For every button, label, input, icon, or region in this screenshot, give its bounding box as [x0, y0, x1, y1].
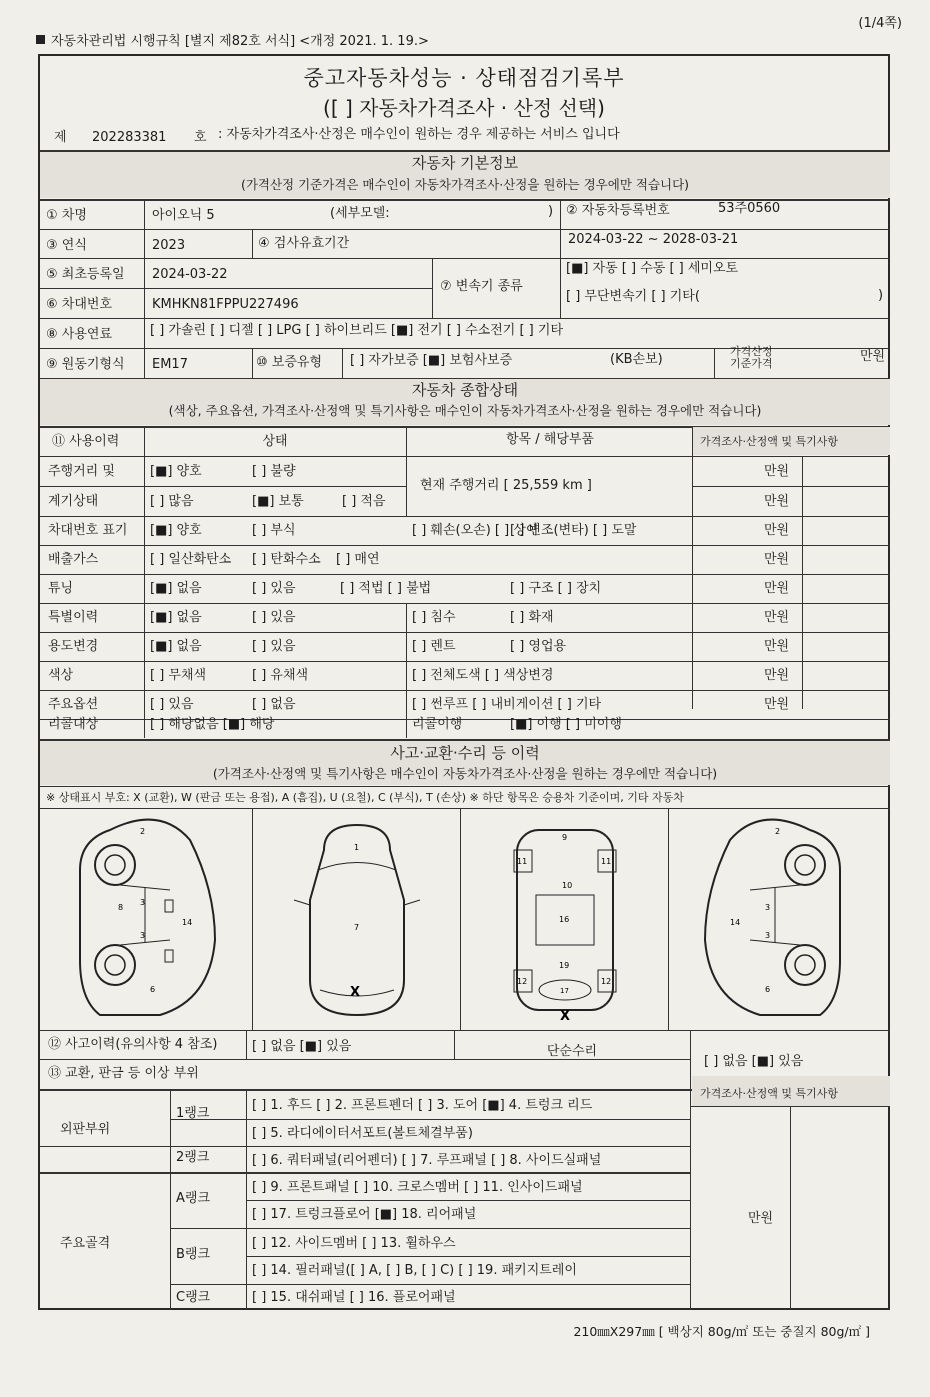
usage-row-status-2: [ ] 유채색 [252, 668, 309, 683]
usage-row-status-2: [ ] 탄화수소 [252, 552, 321, 567]
svg-text:6: 6 [150, 985, 156, 994]
part-row-5: [ ] 17. 트렁크플로어 [■] 18. 리어패널 [252, 1207, 477, 1222]
usage-row-status-1: [■] 없음 [150, 581, 202, 596]
svg-text:3: 3 [140, 931, 146, 940]
usage-row-status-1: [ ] 해당없음 [■] 해당 [150, 717, 275, 732]
usage-row-item-1: [ ] 훼손(오손) [ ] 상이 [412, 523, 539, 538]
usage-row-status-2: [ ] 부식 [252, 523, 296, 538]
usage-row-item-1: [ ] 침수 [412, 610, 456, 625]
svg-text:11: 11 [601, 857, 612, 866]
car-right-side-diagram [670, 810, 888, 1028]
svg-text:12: 12 [517, 977, 528, 986]
accident-history-label: ⑫ 사고이력(유의사항 4 참조) [48, 1037, 218, 1052]
usage-row-status-2: [ ] 있음 [252, 581, 296, 596]
svg-text:16: 16 [559, 915, 570, 924]
accident-history-options: [ ] 없음 [■] 있음 [252, 1039, 352, 1054]
price-unit: 만원 [764, 523, 790, 538]
usage-row-status-2: [ ] 있음 [252, 639, 296, 654]
diagram-mark-x-rear: X [560, 1009, 571, 1024]
regulation-text: 자동차관리법 시행규칙 [별지 제82호 서식] <개정 2021. 1. 19.> [51, 34, 429, 49]
diagram-mark-x: X [350, 985, 361, 1000]
svg-text:11: 11 [517, 857, 528, 866]
usage-row-label: 계기상태 [48, 494, 99, 509]
exchange-price-col: 가격조사·산정액 및 특기사항 [700, 1087, 839, 1100]
inspection-period-label: ④ 검사유효기간 [258, 236, 350, 251]
usage-row-item-2: [ ] 구조 [ ] 장치 [510, 581, 602, 596]
usage-row-status-2: [ ] 있음 [252, 610, 296, 625]
usage-row-status-1: [ ] 많음 [150, 494, 194, 509]
reg-no-label: ② 자동차등록번호 [566, 203, 670, 218]
base-price-unit: 만원 [860, 349, 886, 364]
basic-info-note: (가격산정 기준가격은 매수인이 자동차가격조사·산정을 원하는 경우에만 적습니다) [240, 177, 690, 192]
usage-row-item-1: [ ] 적음 [342, 494, 386, 509]
exchange-label: ⑬ 교환, 판금 등 이상 부위 [48, 1066, 199, 1081]
frame-group: 주요골격 [60, 1236, 111, 1251]
svg-text:6: 6 [765, 985, 771, 994]
usage-row-status-2: [ ] 없음 [252, 697, 296, 712]
fuel-options: [ ] 가솔린 [ ] 디젤 [ ] LPG [ ] 하이브리드 [■] 전기 [ ] 수소전기 [ ] 기타 [150, 323, 564, 338]
price-unit: 만원 [764, 668, 790, 683]
usage-row-item-1: [ ] 적법 [ ] 불법 [340, 581, 432, 596]
overall-heading: 자동차 종합상태 [411, 381, 519, 399]
usage-row-item-1: [ ] 렌트 [412, 639, 456, 654]
usage-row-item-2: [ ] 화재 [510, 610, 554, 625]
rank-b: B랭크 [176, 1247, 211, 1262]
usage-row-label: 색상 [48, 668, 74, 683]
overall-note: (색상, 주요옵션, 가격조사·산정액 및 특기사항은 매수인이 자동차가격조사·산정을 원하는 경우에만 적습니다) [168, 403, 762, 418]
col-price: 가격조사·산정액 및 특기사항 [700, 435, 839, 448]
svg-text:9: 9 [562, 833, 568, 842]
usage-row-label: 주요옵션 [48, 697, 99, 712]
base-price-label-2: 기준가격 [730, 357, 773, 370]
price-unit: 만원 [764, 581, 790, 596]
price-unit: 만원 [764, 552, 790, 567]
col-usage-history: ⑪ 사용이력 [52, 434, 120, 449]
inspection-period-value: 2024-03-22 ~ 2028-03-21 [568, 232, 739, 247]
simple-repair-label: 단순수리 [546, 1044, 598, 1059]
page-number: (1/4쪽) [858, 16, 902, 31]
svg-text:1: 1 [354, 843, 360, 852]
price-unit: 만원 [764, 639, 790, 654]
svg-text:10: 10 [562, 881, 573, 890]
service-note: : 자동차가격조사·산정은 매수인이 원하는 경우 제공하는 서비스 입니다 [218, 127, 620, 142]
usage-row-status-2: [■] 보통 [252, 494, 304, 509]
usage-row-status-1: [■] 양호 [150, 523, 202, 538]
usage-row-status-1: [ ] 있음 [150, 697, 194, 712]
rank-a: A랭크 [176, 1191, 211, 1206]
year-value: 2023 [152, 238, 186, 253]
rank-2: 2랭크 [176, 1150, 210, 1165]
usage-row-item-1: [ ] 썬루프 [ ] 내비게이션 [ ] 기타 [412, 697, 602, 712]
svg-text:3: 3 [140, 898, 146, 907]
usage-row-item-1: 리콜이행 [412, 717, 463, 732]
accident-heading: 사고·교환·수리 등 이력 [390, 744, 540, 762]
simple-repair-options: [ ] 없음 [■] 있음 [704, 1054, 804, 1069]
record-no-label: 제 [54, 130, 67, 145]
svg-text:14: 14 [182, 918, 193, 927]
legend-text: ※ 상태표시 부호: X (교환), W (판금 또는 용접), A (흠집), U (요철), C (부식), T (손상) ※ 하단 항목은 승용차 기준이며, 기타 자동차 [46, 791, 684, 804]
usage-row-label: 리콜대상 [48, 717, 99, 732]
svg-text:3: 3 [765, 903, 771, 912]
record-ho-label: 호 [194, 130, 207, 145]
usage-row-label: 특별이력 [48, 610, 99, 625]
first-reg-label: ⑤ 최초등록일 [46, 267, 125, 282]
car-name-value: 아이오닉 5 [152, 208, 215, 223]
rank-c: C랭크 [176, 1290, 211, 1305]
usage-row-item-2: [ ] 영업용 [510, 639, 567, 654]
rank-1: 1랭크 [176, 1106, 210, 1121]
usage-row-item-1: [ ] 전체도색 [ ] 색상변경 [412, 668, 554, 683]
warranty-label: ⑩ 보증유형 [256, 355, 323, 370]
usage-row-item-2: [ ] 변조(변타) [ ] 도말 [510, 523, 637, 538]
usage-row-status-1: [ ] 일산화탄소 [150, 552, 232, 567]
usage-row-label: 주행거리 및 [48, 464, 115, 479]
part-row-3: [ ] 6. 쿼터패널(리어펜더) [ ] 7. 루프패널 [ ] 8. 사이드실패널 [252, 1153, 602, 1168]
car-left-side-diagram [40, 810, 250, 1028]
usage-row-status-2: [ ] 불량 [252, 464, 296, 479]
detail-model-label: (세부모델: [330, 206, 390, 221]
record-no-value: 202283381 [92, 130, 167, 145]
car-underbody-diagram [462, 810, 668, 1028]
outer-panel-group: 외판부위 [60, 1122, 111, 1137]
usage-row-item-2: [■] 이행 [ ] 미이행 [510, 717, 622, 732]
inspection-record-form [38, 54, 890, 1310]
part-row-1: [ ] 1. 후드 [ ] 2. 프론트펜더 [ ] 3. 도어 [■] 4. 트렁크 리드 [252, 1098, 593, 1113]
col-item: 항목 / 해당부품 [506, 432, 594, 447]
usage-row-item-1: [ ] 매연 [336, 552, 380, 567]
price-unit: 만원 [764, 697, 790, 712]
svg-text:17: 17 [560, 987, 569, 995]
car-top-diagram [254, 810, 460, 1028]
transmission-close: ) [878, 288, 884, 303]
price-unit: 만원 [764, 464, 790, 479]
usage-row-status-1: [ ] 무채색 [150, 668, 207, 683]
part-row-4: [ ] 9. 프론트패널 [ ] 10. 크로스멤버 [ ] 11. 인사이드패널 [252, 1180, 583, 1195]
exchange-price-unit: 만원 [748, 1211, 774, 1226]
car-name-label: ① 차명 [46, 208, 87, 223]
accident-note: (가격조사·산정액 및 특기사항은 매수인이 자동차가격조사·산정을 원하는 경우에만 적습니다) [212, 766, 718, 781]
warranty-company: (KB손보) [610, 352, 663, 367]
svg-text:2: 2 [775, 827, 781, 836]
svg-text:19: 19 [559, 961, 570, 970]
vin-value: KMHKN81FPPU227496 [152, 297, 299, 312]
usage-row-status-1: [■] 없음 [150, 639, 202, 654]
regulation-header [36, 30, 429, 49]
mileage-value: 현재 주행거리 [ 25,559 km ] [420, 478, 592, 493]
engine-value: EM17 [152, 357, 188, 372]
transmission-row2: [ ] 무단변속기 [ ] 기타( [566, 289, 700, 304]
transmission-row1: [■] 자동 [ ] 수동 [ ] 세미오토 [566, 261, 739, 276]
part-row-2: [ ] 5. 라디에이터서포트(볼트체결부품) [252, 1126, 473, 1141]
base-price-label-1: 가격산정 [730, 345, 773, 358]
usage-row-status-1: [■] 없음 [150, 610, 202, 625]
svg-text:14: 14 [730, 918, 741, 927]
year-label: ③ 연식 [46, 238, 87, 253]
basic-info-heading: 자동차 기본정보 [411, 154, 519, 172]
price-unit: 만원 [764, 610, 790, 625]
engine-label: ⑨ 원동기형식 [46, 357, 125, 372]
usage-row-label: 용도변경 [48, 639, 99, 654]
col-status: 상태 [262, 434, 288, 449]
svg-text:8: 8 [118, 903, 124, 912]
first-reg-value: 2024-03-22 [152, 267, 228, 282]
part-row-8: [ ] 15. 대쉬패널 [ ] 16. 플로어패널 [252, 1290, 456, 1305]
price-unit: 만원 [764, 494, 790, 509]
svg-text:12: 12 [601, 977, 612, 986]
svg-text:7: 7 [354, 923, 360, 932]
price-option-title: ([ ] 자동차가격조사 · 산정 선택) [323, 96, 605, 120]
part-row-6: [ ] 12. 사이드멤버 [ ] 13. 휠하우스 [252, 1236, 456, 1251]
vin-label: ⑥ 차대번호 [46, 297, 113, 312]
part-row-7: [ ] 14. 필러패널([ ] A, [ ] B, [ ] C) [ ] 19. 패키지트레이 [252, 1263, 577, 1278]
transmission-label: ⑦ 변속기 종류 [440, 279, 523, 294]
usage-row-label: 차대번호 표기 [48, 523, 128, 538]
usage-row-status-1: [■] 양호 [150, 464, 202, 479]
svg-text:3: 3 [765, 931, 771, 940]
paper-spec-footer: 210㎜X297㎜ [ 백상지 80g/㎡ 또는 중질지 80g/㎡ ] [573, 1324, 870, 1339]
form-title: 중고자동차성능 · 상태점검기록부 [303, 66, 625, 90]
svg-text:2: 2 [140, 827, 146, 836]
fuel-label: ⑧ 사용연료 [46, 327, 113, 342]
usage-row-label: 배출가스 [48, 552, 99, 567]
usage-row-label: 튜닝 [48, 581, 74, 596]
detail-model-close: ) [548, 204, 554, 219]
warranty-options: [ ] 자가보증 [■] 보험사보증 [350, 353, 513, 368]
reg-no-value: 53주0560 [718, 201, 781, 216]
